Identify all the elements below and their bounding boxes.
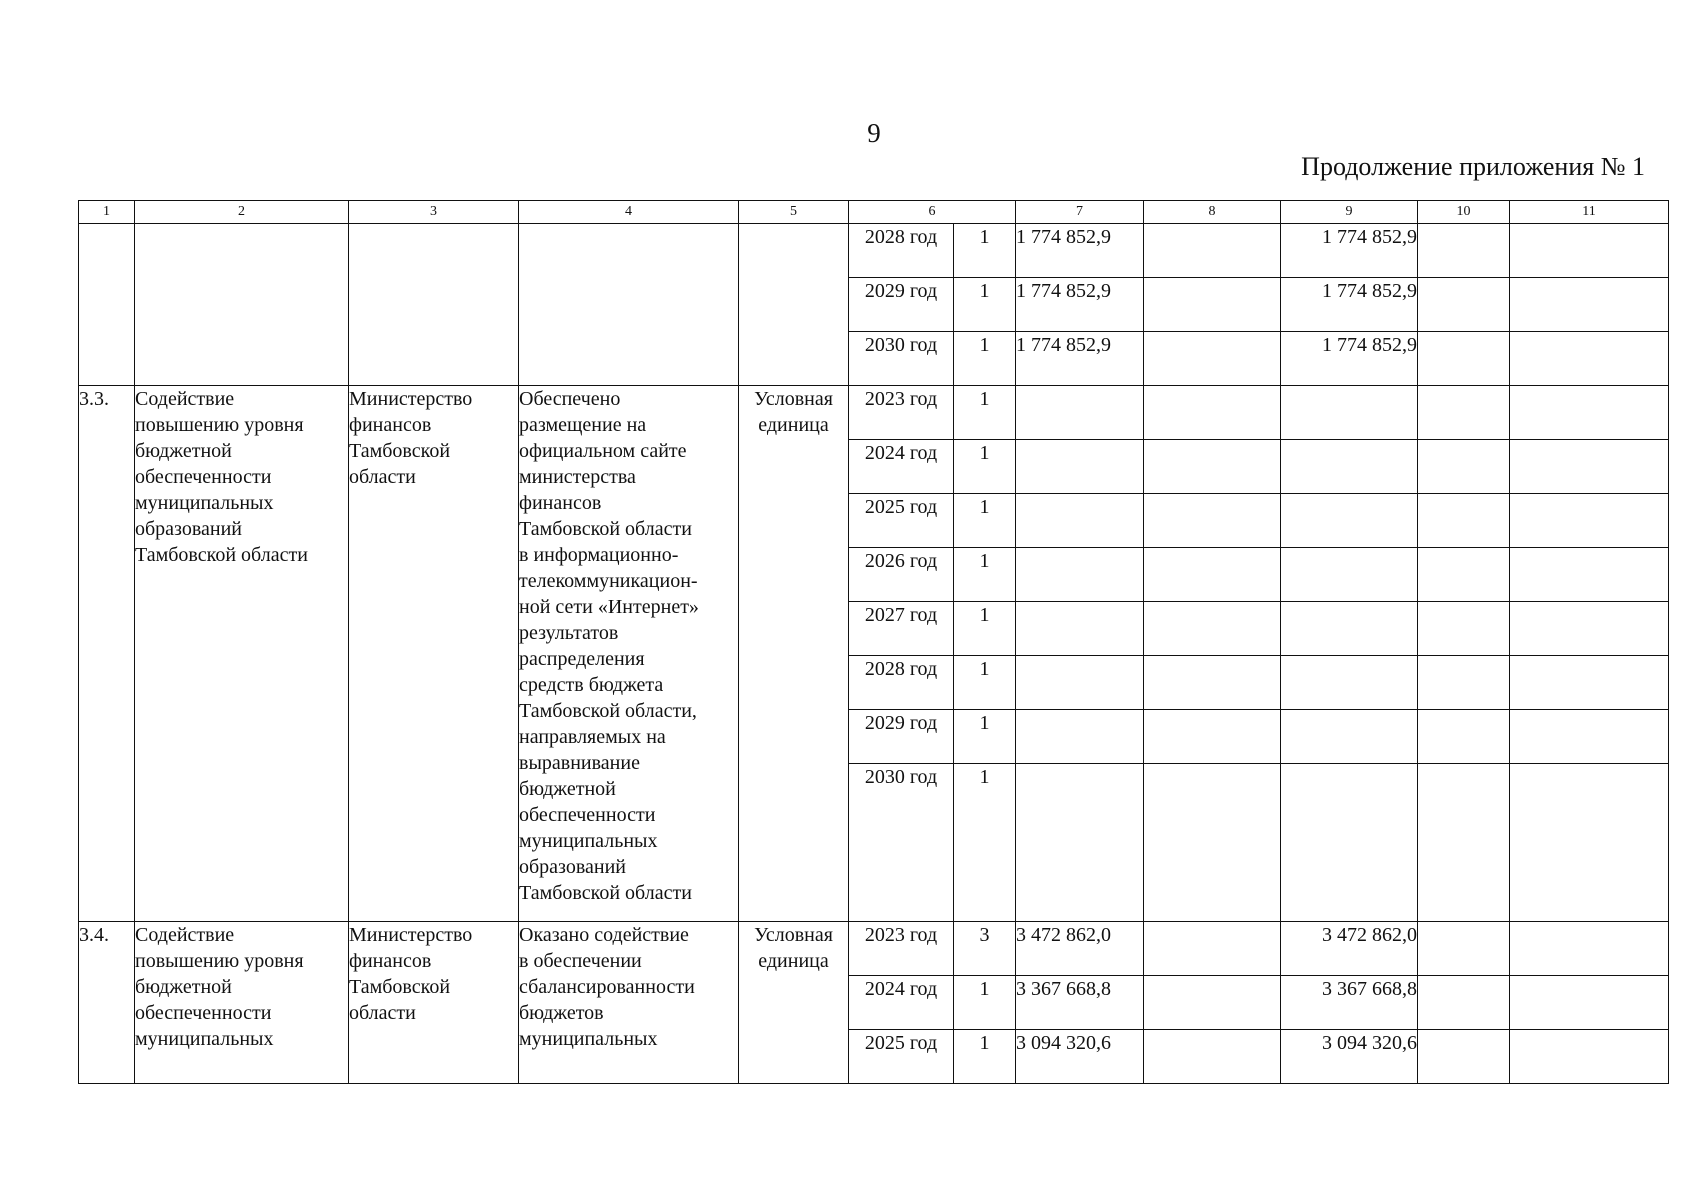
amount-col10 [1418,548,1510,602]
year-cell: 2029 год [849,278,954,332]
amount-col9: 3 472 862,0 [1281,922,1418,976]
column-number: 6 [849,201,1016,224]
quantity-cell: 1 [954,764,1016,922]
amount-col8 [1144,494,1281,548]
amount-col10 [1418,656,1510,710]
table-row [79,224,1669,278]
amount-col7 [1016,440,1144,494]
amount-col10 [1418,386,1510,440]
year-cell: 2028 год [849,224,954,278]
quantity-cell: 3 [954,922,1016,976]
amount-col10 [1418,278,1510,332]
amount-col10 [1418,224,1510,278]
result-description: Оказано содействие в обеспечении сбалансированности бюджетов муниципальных [519,922,739,1084]
quantity-cell: 1 [954,440,1016,494]
amount-col10 [1418,764,1510,922]
column-number: 1 [79,201,135,224]
year-cell: 2030 год [849,332,954,386]
year-cell: 2029 год [849,710,954,764]
amount-col8 [1144,332,1281,386]
quantity-cell: 1 [954,1030,1016,1084]
amount-col10 [1418,1030,1510,1084]
amount-col8 [1144,440,1281,494]
amount-col11 [1510,710,1669,764]
quantity-cell: 1 [954,332,1016,386]
column-number: 3 [349,201,519,224]
amount-col10 [1418,332,1510,386]
column-number: 8 [1144,201,1281,224]
quantity-cell: 1 [954,224,1016,278]
amount-col9 [1281,494,1418,548]
column-number: 10 [1418,201,1510,224]
amount-col9: 1 774 852,9 [1281,278,1418,332]
year-cell: 2024 год [849,440,954,494]
unit-cell [739,224,849,386]
quantity-cell: 1 [954,386,1016,440]
unit-of-measure: Условная единица [739,386,849,922]
year-cell: 2023 год [849,386,954,440]
amount-col7: 1 774 852,9 [1016,332,1144,386]
item-number-cell [79,224,135,386]
year-cell: 2026 год [849,548,954,602]
continuation-caption: Продолжение приложения № 1 [1301,152,1645,181]
quantity-cell: 1 [954,602,1016,656]
amount-col8 [1144,224,1281,278]
amount-col10 [1418,922,1510,976]
amount-col9: 3 094 320,6 [1281,1030,1418,1084]
column-number: 4 [519,201,739,224]
amount-col8 [1144,278,1281,332]
column-number-row [79,201,1669,224]
amount-col7 [1016,602,1144,656]
amount-col9 [1281,440,1418,494]
year-cell: 2028 год [849,656,954,710]
amount-col11 [1510,922,1669,976]
amount-col9: 1 774 852,9 [1281,224,1418,278]
amount-col8 [1144,922,1281,976]
amount-col10 [1418,440,1510,494]
amount-col7: 3 472 862,0 [1016,922,1144,976]
year-cell: 2027 год [849,602,954,656]
table-row [79,386,1669,440]
year-cell: 2023 год [849,922,954,976]
result-description: Обеспечено размещение на официальном сайте министерства финансов Тамбовской области в информационно- телекоммуникацион- ной сети «Интернет» результатов распределения средств бюджета Тамбовской области, направляемых на выравнивание бюджетной обеспеченности муниципальных образований Тамбовской области [519,386,739,922]
executor-cell [349,224,519,386]
amount-col11 [1510,1030,1669,1084]
executor: Министерство финансов Тамбовской области [349,386,519,922]
amount-col8 [1144,710,1281,764]
unit-of-measure: Условная единица [739,922,849,1084]
item-number: 3.4. [79,922,135,1084]
amount-col11 [1510,332,1669,386]
quantity-cell: 1 [954,278,1016,332]
amount-col7: 3 367 668,8 [1016,976,1144,1030]
year-cell: 2025 год [849,494,954,548]
amount-col10 [1418,976,1510,1030]
amount-col10 [1418,710,1510,764]
amount-col11 [1510,440,1669,494]
column-number: 7 [1016,201,1144,224]
table-row [79,922,1669,976]
amount-col7 [1016,386,1144,440]
item-name-cell [135,224,349,386]
amount-col8 [1144,386,1281,440]
amount-col11 [1510,976,1669,1030]
amount-col9 [1281,548,1418,602]
amount-col7 [1016,548,1144,602]
amount-col7: 3 094 320,6 [1016,1030,1144,1084]
amount-col11 [1510,602,1669,656]
amount-col7 [1016,656,1144,710]
column-number: 5 [739,201,849,224]
executor: Министерство финансов Тамбовской области [349,922,519,1084]
amount-col7 [1016,764,1144,922]
column-number: 11 [1510,201,1669,224]
amount-col7 [1016,710,1144,764]
amount-col11 [1510,278,1669,332]
amount-col10 [1418,602,1510,656]
amount-col11 [1510,386,1669,440]
amount-col9 [1281,602,1418,656]
amount-col10 [1418,494,1510,548]
amount-col9: 3 367 668,8 [1281,976,1418,1030]
amount-col8 [1144,976,1281,1030]
item-number: 3.3. [79,386,135,922]
column-number: 2 [135,201,349,224]
year-cell: 2025 год [849,1030,954,1084]
page-number: 9 [867,118,881,148]
amount-col9 [1281,656,1418,710]
year-cell: 2030 год [849,764,954,922]
amount-col11 [1510,548,1669,602]
amount-col8 [1144,764,1281,922]
amount-col11 [1510,764,1669,922]
item-name: Содействие повышению уровня бюджетной обеспеченности муниципальных образований Тамбовской области [135,386,349,922]
amount-col7: 1 774 852,9 [1016,224,1144,278]
program-table [78,200,1669,1084]
result-cell [519,224,739,386]
amount-col11 [1510,494,1669,548]
column-number: 9 [1281,201,1418,224]
amount-col9: 1 774 852,9 [1281,332,1418,386]
amount-col11 [1510,224,1669,278]
quantity-cell: 1 [954,494,1016,548]
item-name: Содействие повышению уровня бюджетной обеспеченности муниципальных [135,922,349,1084]
quantity-cell: 1 [954,976,1016,1030]
amount-col9 [1281,386,1418,440]
quantity-cell: 1 [954,656,1016,710]
amount-col8 [1144,548,1281,602]
quantity-cell: 1 [954,548,1016,602]
amount-col11 [1510,656,1669,710]
amount-col7: 1 774 852,9 [1016,278,1144,332]
amount-col9 [1281,764,1418,922]
amount-col8 [1144,602,1281,656]
amount-col9 [1281,710,1418,764]
year-cell: 2024 год [849,976,954,1030]
amount-col8 [1144,656,1281,710]
amount-col8 [1144,1030,1281,1084]
amount-col7 [1016,494,1144,548]
quantity-cell: 1 [954,710,1016,764]
